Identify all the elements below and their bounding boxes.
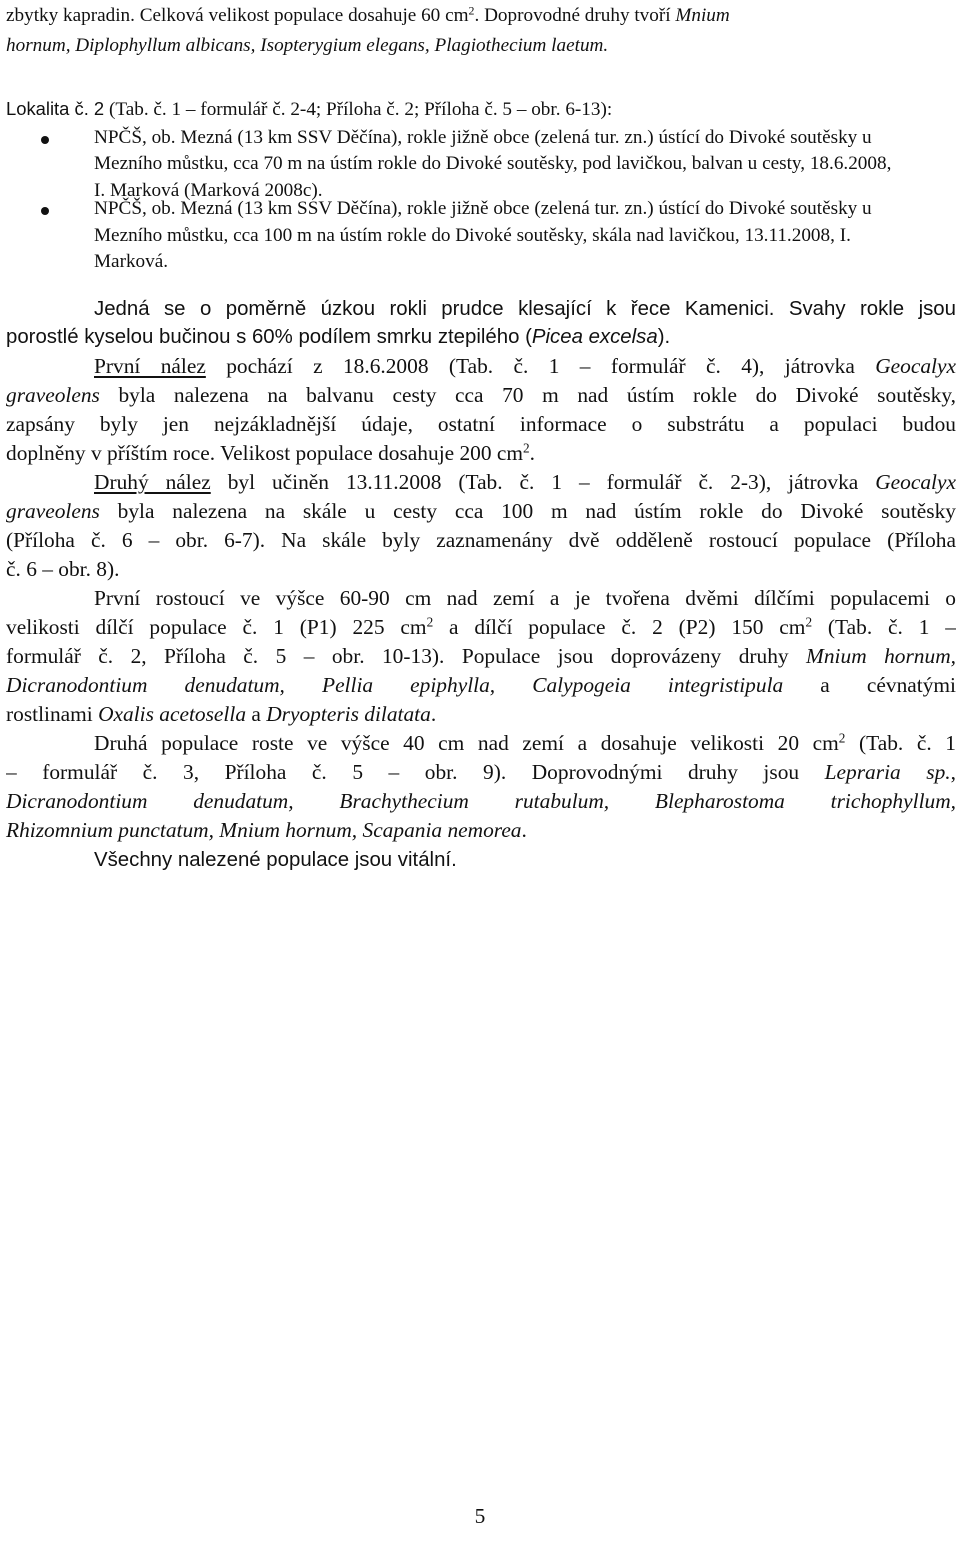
paragraph-2-line-1 — [94, 356, 956, 380]
text: (Tab. č. 1 — [845, 733, 956, 755]
text: a — [246, 702, 267, 726]
locality-item-1-line-1: NPČŠ, ob. Mezná (13 km SSV Děčína), rokle jižně obce (zelená tur. zn.) ústící do Divoké soutěsky u — [94, 127, 872, 148]
species-name: Rhizomnium punctatum, Mnium hornum, Scapania nemorea — [6, 818, 522, 842]
species-name: Geocalyx — [875, 356, 956, 378]
superscript: 2 — [426, 617, 434, 630]
species-name: Oxalis acetosella — [98, 702, 247, 726]
locality-item-1-line-3: I. Marková (Marková 2008c). — [94, 180, 323, 201]
superscript: 2 — [468, 3, 475, 18]
text: ). — [657, 326, 671, 348]
superscript: 2 — [805, 617, 813, 630]
species-name: Mnium — [675, 5, 730, 26]
paragraph-5-line-1 — [94, 733, 956, 757]
paragraph-4-line-3 — [6, 646, 956, 670]
text: byla nalezena na balvanu cesty cca 70 m nad ústím rokle do Divoké soutěsky, — [99, 385, 956, 407]
text: , — [950, 762, 956, 784]
text: doplněny v příštím roce. Velikost populace dosahuje 200 cm — [6, 441, 524, 465]
locality-item-1-line-2: Mezního můstku, cca 70 m na ústím rokle do Divoké soutěsky, pod lavičkou, balvan u cesty, 18.6.2008, — [94, 153, 892, 174]
paragraph-4-line-2 — [6, 617, 956, 641]
locality-item-2-line-3: Marková. — [94, 251, 169, 272]
paragraph-3-line-2 — [6, 501, 956, 525]
paragraph-4-line-1 — [94, 588, 956, 612]
text: . — [529, 441, 536, 465]
locality-heading — [6, 100, 956, 119]
text: a dílčí populace č. 2 (P2) 150 cm — [433, 617, 806, 639]
text: rostlinami — [6, 702, 99, 726]
species-name: graveolens — [6, 501, 100, 523]
text: – formulář č. 3, Příloha č. 5 – obr. 9). Doprovodnými druhy jsou — [6, 762, 825, 784]
locality-refs: (Tab. č. 1 – formulář č. 2-4; Příloha č. 2; Příloha č. 5 – obr. 6-13): — [104, 99, 613, 120]
first-find-label: První nález — [94, 356, 206, 378]
species-name: Dicranodontium denudatum, Pellia epiphylla, Calypogeia integristipula — [6, 675, 784, 697]
paragraph-3-line-4 — [6, 559, 956, 580]
paragraph-2-line-4 — [6, 440, 956, 465]
text: č. 6 – obr. 8). — [6, 557, 120, 581]
locality-title: Lokalita č. 2 — [6, 98, 105, 119]
paragraph-4-line-4 — [6, 675, 956, 699]
text: zbytky kapradin. Celková velikost populace dosahuje 60 cm — [6, 5, 469, 26]
bullet-icon — [41, 207, 49, 215]
text: (Příloha č. 6 – obr. 6-7). Na skále byly zaznamenány dvě odděleně rostoucí populace (Příloha — [6, 530, 956, 552]
superscript: 2 — [523, 440, 530, 456]
locality-item-2-line-2: Mezního můstku, cca 100 m na ústím rokle do Divoké soutěsky, skála nad lavičkou, 13.11.2008, I. — [94, 225, 851, 246]
paragraph-2-line-3 — [6, 414, 956, 438]
text: a cévnatými — [783, 675, 956, 697]
text: První rostoucí ve výšce 60-90 cm nad zemí a je tvořena dvěmi dílčími populacemi o — [94, 588, 956, 610]
paragraph-2-line-2 — [6, 385, 956, 409]
species-name: Dryopteris dilatata — [266, 702, 431, 726]
species-name: Geocalyx — [875, 472, 956, 494]
paragraph-5-line-2 — [6, 762, 956, 786]
text: . — [521, 818, 527, 842]
text: byl učiněn 13.11.2008 (Tab. č. 1 – formulář č. 2-3), játrovka — [210, 472, 876, 494]
text: velikosti dílčí populace č. 1 (P1) 225 cm — [6, 617, 427, 639]
superscript: 2 — [838, 733, 846, 746]
text: Druhá populace roste ve výšce 40 cm nad zemí a dosahuje velikosti 20 cm — [94, 733, 839, 755]
paragraph-6 — [94, 849, 960, 870]
species-name: graveolens — [6, 385, 100, 407]
paragraph-5-line-4 — [6, 820, 956, 841]
intro-line-2 — [6, 36, 956, 55]
species-name: hornum, Diplophyllum albicans, Isopterygium elegans, Plagiothecium laetum. — [6, 35, 609, 56]
text: porostlé kyselou bučinou s 60% podílem smrku ztepilého ( — [6, 326, 532, 348]
bullet-icon — [41, 136, 49, 144]
paragraph-5-line-3 — [6, 791, 956, 815]
species-name: Picea excelsa — [531, 326, 658, 348]
text: pochází z 18.6.2008 (Tab. č. 1 – formulář č. 4), játrovka — [205, 356, 876, 378]
paragraph-3-line-1 — [94, 472, 956, 496]
text: byla nalezena na skále u cesty cca 100 m nad ústím rokle do Divoké soutěsky — [99, 501, 956, 523]
species-name: Lepraria sp. — [824, 762, 951, 784]
intro-line-1 — [6, 3, 956, 26]
text: Jedná se o poměrně úzkou rokli prudce klesající k řece Kamenici. Svahy rokle jsou — [94, 298, 956, 320]
text: Všechny nalezené populace jsou vitální. — [94, 849, 457, 871]
text: zapsány byly jen nejzákladnější údaje, ostatní informace o substrátu a populaci budou — [6, 414, 956, 436]
paragraph-1-line-2 — [6, 327, 956, 347]
second-find-label: Druhý nález — [94, 472, 211, 494]
locality-item-2-line-1: NPČŠ, ob. Mezná (13 km SSV Děčína), rokle jižně obce (zelená tur. zn.) ústící do Divoké soutěsky u — [94, 198, 872, 219]
text: . Doprovodné druhy tvoří — [474, 5, 676, 26]
paragraph-4-line-5 — [6, 704, 956, 725]
species-name: Mnium hornum, — [806, 646, 956, 668]
species-name: Dicranodontium denudatum, Brachythecium rutabulum, Blepharostoma trichophyllum, — [6, 791, 956, 813]
paragraph-1-line-1 — [94, 298, 956, 322]
page-number: 5 — [474, 1504, 486, 1528]
paragraph-3-line-3 — [6, 530, 956, 554]
text: formulář č. 2, Příloha č. 5 – obr. 10-13). Populace jsou doprovázeny druhy — [6, 646, 807, 668]
text: . — [430, 702, 437, 726]
text: (Tab. č. 1 – — [812, 617, 956, 639]
